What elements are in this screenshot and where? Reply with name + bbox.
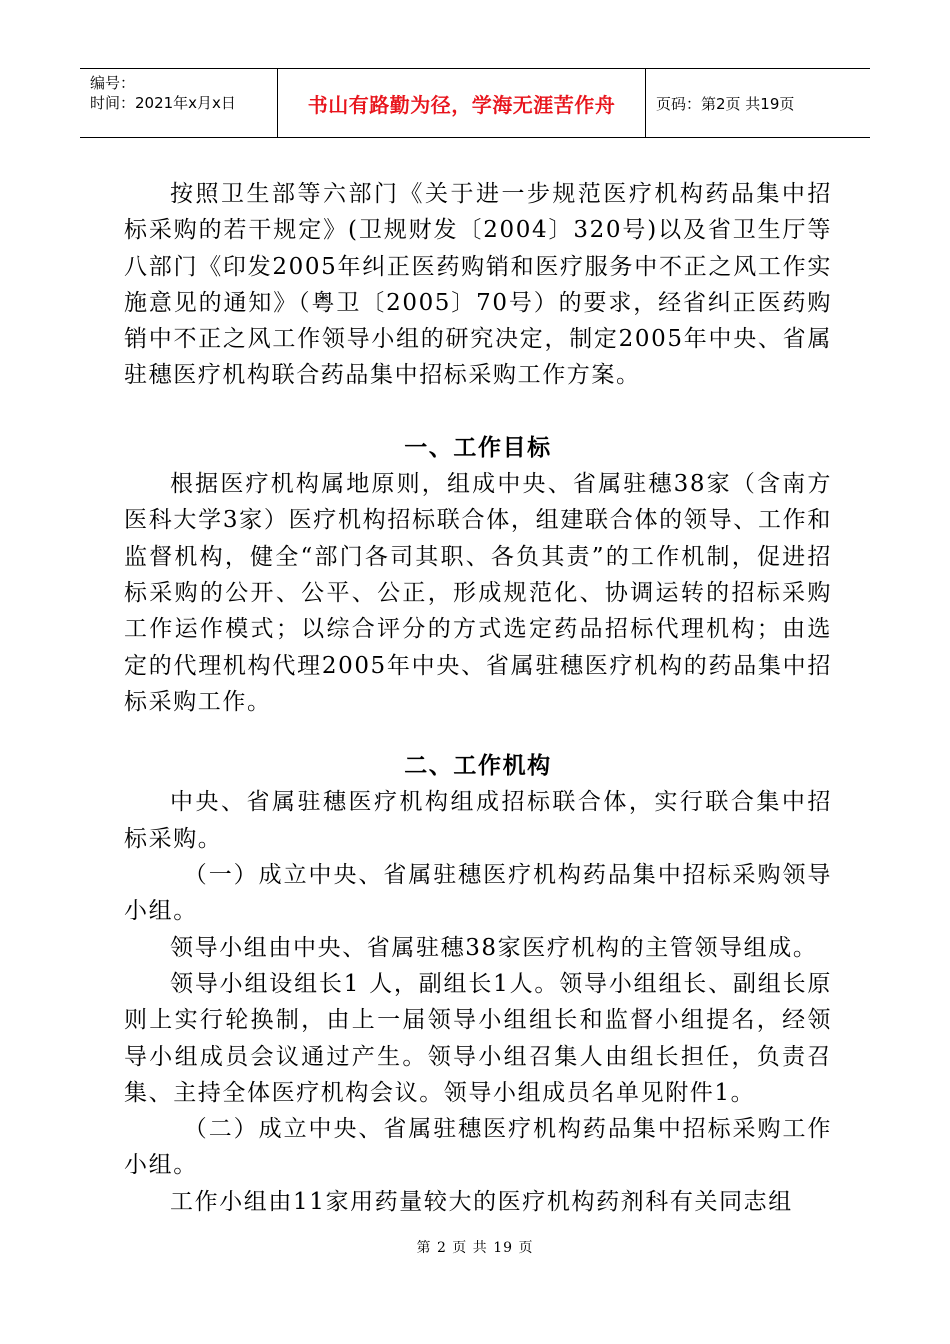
section2-paragraph: 中央、省属驻穗医疗机构组成招标联合体，实行联合集中招标采购。 <box>124 789 832 852</box>
subsection1-paragraph-1: 领导小组由中央、省属驻穗38家医疗机构的主管领导组成。 <box>170 934 818 961</box>
header-time-label: 时间：2021年x月x日 <box>90 94 236 112</box>
section2-heading: 二、工作机构 <box>404 752 552 780</box>
subsection1-heading: （一）成立中央、省属驻穗医疗机构药品集中招标采购领导小组。 <box>124 862 832 925</box>
section1-paragraph: 根据医疗机构属地原则，组成中央、省属驻穗38家（含南方医科大学3家）医疗机构招标联合体，组建联合体的领导、工作和监督机构，健全“部门各司其职、各负其责”的工作机制，促进招标采购的公开、公平、公正，形成规范化、协调运转的招标采购工作运作模式；以综合评分的方式选定药品招标代理机构；由选定的代理机构代理2005年中央、省属驻穗医疗机构的药品集中招标采购工作。 <box>124 471 832 715</box>
section1-heading: 一、工作目标 <box>404 433 552 461</box>
header-motto: 书山有路勤为径，学海无涯苦作舟 <box>278 69 646 137</box>
subsection2-heading: （二）成立中央、省属驻穗医疗机构药品集中招标采购工作小组。 <box>124 1116 832 1179</box>
subsection1-paragraph-2: 领导小组设组长1 人，副组长1人。领导小组组长、副组长原则上实行轮换制，由上一届领导小组组长和监督小组提名，经领导小组成员会议通过产生。领导小组召集人由组长担任，负责召集、主持全体医疗机构会议。领导小组成员名单见附件1。 <box>124 970 832 1106</box>
header-number-label: 编号： <box>90 74 136 92</box>
document-header <box>80 68 870 138</box>
intro-paragraph: 按照卫生部等六部门《关于进一步规范医疗机构药品集中招标采购的若干规定》(卫规财发〔2004〕320号)以及省卫生厅等八部门《印发2005年纠正医药购销和医疗服务中不正之风工作实施意见的通知》（粤卫〔2005〕70号）的要求，经省纠正医药购销中不正之风工作领导小组的研究决定，制定2005年中央、省属驻穗医疗机构联合药品集中招标采购工作方案。 <box>124 181 832 389</box>
header-page-info: 页码：第2页 共19页 <box>656 94 795 113</box>
document-body <box>124 176 832 1220</box>
header-meta-cell <box>80 69 278 137</box>
subsection2-paragraph-1: 工作小组由11家用药量较大的医疗机构药剂科有关同志组 <box>170 1188 793 1215</box>
page-footer: 第 2 页 共 19 页 <box>416 1240 534 1256</box>
